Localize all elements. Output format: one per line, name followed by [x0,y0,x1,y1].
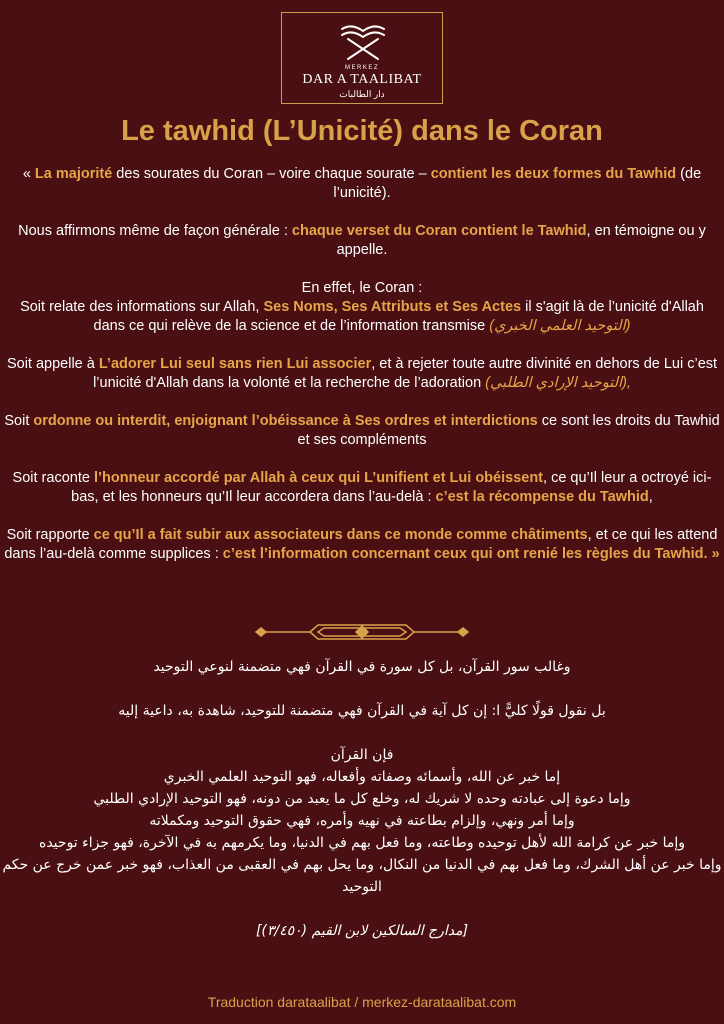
paragraph-majority: « La majorité des sourates du Coran – voire chaque sourate – contient les deux formes du Tawhid (de l’unicité). [22,166,702,201]
arabic-line: بل نقول قولًا كليًّ ا: إن كل آية في القرآن فهي متضمنة للتوحيد، شاهدة به، داعية إليه [118,703,606,719]
highlight: c’est la récompense du Tawhid [435,489,649,505]
highlight: contient les deux formes du Tawhid [430,166,677,182]
highlight: chaque verset du Coran contient le Tawhid [291,223,587,239]
ornament-divider [252,622,472,642]
source-reference: [مدارج السالكين لابن القيم (٣/٤٥٠)] [255,923,469,939]
highlight: La majorité [34,166,113,182]
quran-stand-icon [336,19,390,63]
highlight: ce qu’Il a fait subir aux associateurs dans ce monde comme châtiments [93,527,588,543]
arabic-line: وغالب سور القرآن، بل كل سورة في القرآن فهي متضمنة لنوعي التوحيد [153,659,571,675]
highlight: ordonne ou interdit, enjoignant l’obéissance à Ses ordres et interdictions [33,413,538,429]
highlight: Ses Noms, Ses Attributs et Ses Actes [263,299,522,315]
paragraph-punishment: Soit rapporte ce qu’Il a fait subir aux associateurs dans ce monde comme châtiments, et ce qui les attend dans l’au-delà comme supplices : c’est l’information concernant ceux qui ont renié les règles du Tawhid. » [4,527,720,562]
arabic-term: (التوحيد الإرادي الطلبي), [485,375,631,391]
arabic-term: (التوحيد العلمي الخبري) [489,318,631,334]
brand-logo [281,12,443,104]
arabic-line: وإما خبر عن أهل الشرك، وما فعل بهم في الدنيا من النكال، وما يحل بهم في العقبى من العذاب، فهو خبر عمن خرج عن حكم التوحيد [2,857,722,895]
arabic-line: فإن القرآن [330,747,394,763]
page-title: Le tawhid (L’Unicité) dans le Coran [121,115,603,147]
arabic-line: وإما دعوة إلى عبادته وحده لا شريك له، وخلع كل ما يعبد من دونه، فهو التوحيد الإرادي الطلبي [93,791,631,807]
paragraph-worship: Soit appelle à L’adorer Lui seul sans rien Lui associer, et à rejeter toute autre divinité en dehors de Lui c’est l’unicité d'Allah dans la volonté et la recherche de l’adoration (التوحيد الإرادي الطلبي), [6,356,718,391]
highlight: L’adorer Lui seul sans rien Lui associer [98,356,372,372]
logo-brand-arabic: دار الطالبات [339,89,385,99]
paragraph-commands: Soit ordonne ou interdit, enjoignant l’obéissance à Ses ordres et interdictions ce sont les droits du Tawhid et ses compléments [4,413,720,448]
logo-brand-name: DAR A TAALIBAT [302,72,422,87]
paragraph-reward: Soit raconte l’honneur accordé par Allah à ceux qui L’unifient et Lui obéissent, ce qu’Il leur a octroyé ici-bas, et les honneurs qu’Il leur accordera dans l’au-delà : c’est la récompense du Tawhid, [12,470,712,505]
footer-credit: Traduction darataalibat / merkez-darataalibat.com [207,994,517,1010]
logo-merkez: MERKEZ [344,65,379,71]
highlight: c’est l’information concernant ceux qui ont renié les règles du Tawhid. [222,546,708,562]
highlight: l’honneur accordé par Allah à ceux qui L’unifient et Lui obéissent [93,470,544,486]
arabic-line: وإما خبر عن كرامة الله لأهل توحيده وطاعته، وما فعل بهم في الدنيا، وما يكرمهم به في الآخرة، فهو جزاء توحيده [39,835,685,851]
arabic-line: إما خبر عن الله، وأسمائه وصفاته وأفعاله، فهو التوحيد العلمي الخبري [163,769,561,785]
paragraph-every-verse: Nous affirmons même de façon générale : chaque verset du Coran contient le Tawhid, en témoigne ou y appelle. [18,223,706,258]
french-text [4,165,720,583]
paragraph-coran-informs: En effet, le Coran : Soit relate des informations sur Allah, Ses Noms, Ses Attributs et Ses Actes il s'agit là de l’unicité d'Allah dans ce qui relève de la science et de l’information transmise (التوحيد العلمي الخبري) [20,280,704,334]
arabic-text [0,656,724,942]
arabic-line: وإما أمر ونهي، وإلزام بطاعته في نهيه وأمره، فهي حقوق التوحيد ومكملاته [149,813,575,829]
